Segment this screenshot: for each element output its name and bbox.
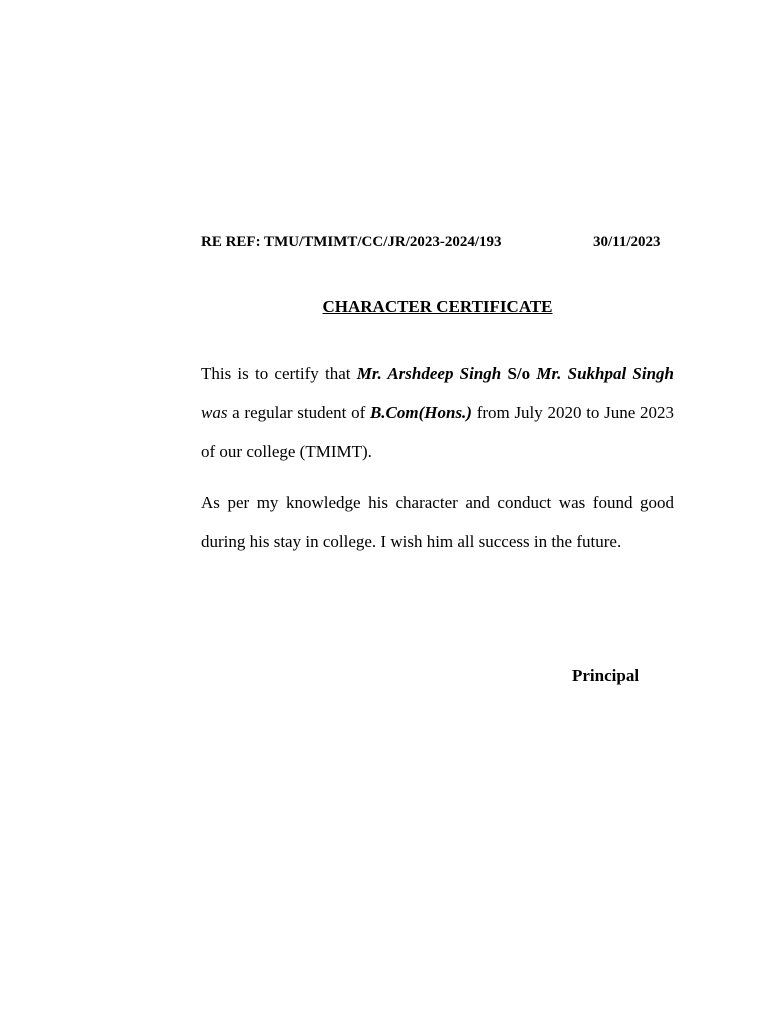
father-name: Mr. Sukhpal Singh xyxy=(536,364,675,383)
letter-date: 30/11/2023 xyxy=(593,234,661,250)
middle-text: a regular student of xyxy=(227,403,370,422)
certificate-title: CHARACTER CERTIFICATE xyxy=(322,297,553,316)
was-text: was xyxy=(201,403,228,422)
student-name: Mr. Arshdeep Singh xyxy=(356,364,502,383)
relation-text: S/o xyxy=(501,364,537,383)
certification-paragraph xyxy=(201,354,674,471)
intro-text: This is to certify that xyxy=(201,364,357,383)
signatory-title: Principal xyxy=(572,666,640,685)
reference-number: RE REF: TMU/TMIMT/CC/JR/2023-2024/193 xyxy=(201,234,502,250)
character-paragraph: As per my knowledge his character and conduct was found good during his stay in college. I wish him all success in the future. xyxy=(201,493,674,551)
course-name: B.Com(Hons.) xyxy=(369,403,472,422)
ending-text: from July 2020 to June 2023 of our college (TMIMT). xyxy=(201,403,674,461)
